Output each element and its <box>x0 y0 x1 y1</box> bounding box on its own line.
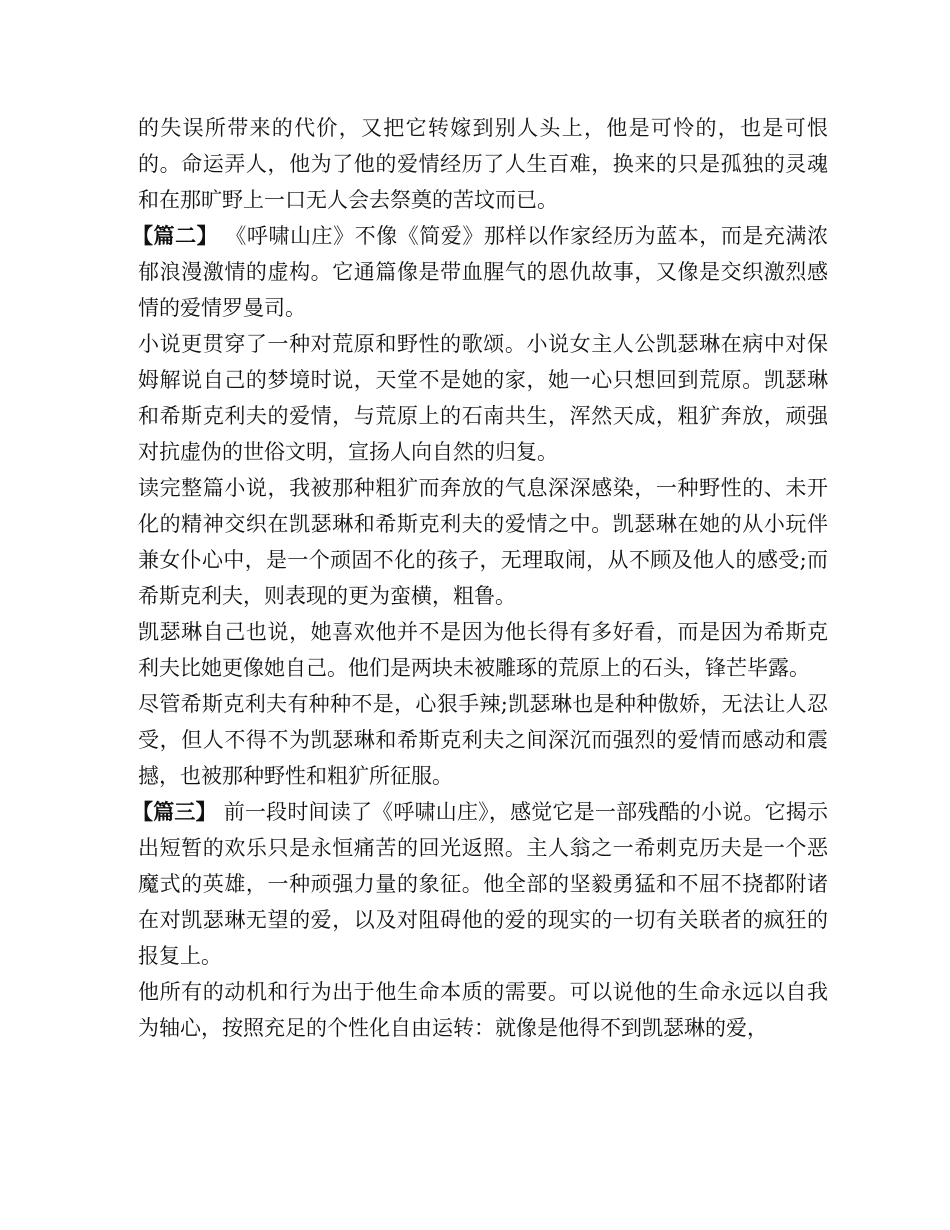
paragraph-2 <box>132 218 828 326</box>
section-tag-2: 【篇二】 <box>132 223 219 248</box>
paragraph-3 <box>138 326 828 470</box>
paragraph-4 <box>138 470 828 614</box>
paragraph-4-text: 读完整篇小说，我被那种粗犷而奔放的气息深深感染，一种野性的、未开化的精神交织在凯瑟琳和希斯克利夫的爱情之中。凯瑟琳在她的从小玩伴兼女仆心中，是一个顽固不化的孩子，无理取闹，从不顾及他人的感受;而希斯克利夫，则表现的更为蛮横，粗鲁。 <box>138 476 828 608</box>
paragraph-2-text: 《呼啸山庄》不像《简爱》那样以作家经历为蓝本，而是充满浓郁浪漫激情的虚构。它通篇像是带血腥气的恩仇故事，又像是交织激烈感情的爱情罗曼司。 <box>138 224 828 320</box>
paragraph-8-text: 他所有的动机和行为出于他生命本质的需要。可以说他的生命永远以自我为轴心，按照充足的个性化自由运转：就像是他得不到凯瑟琳的爱， <box>138 980 828 1040</box>
paragraph-6-text: 尽管希斯克利夫有种种不是，心狠手辣;凯瑟琳也是种种傲娇，无法让人忍受，但人不得不为凯瑟琳和希斯克利夫之间深沉而强烈的爱情而感动和震撼，也被那种野性和粗犷所征服。 <box>138 692 828 788</box>
paragraph-5-text: 凯瑟琳自己也说，她喜欢他并不是因为他长得有多好看，而是因为希斯克利夫比她更像她自己。他们是两块未被雕琢的荒原上的石头，锋芒毕露。 <box>138 620 828 680</box>
paragraph-3-text: 小说更贯穿了一种对荒原和野性的歌颂。小说女主人公凯瑟琳在病中对保姆解说自己的梦境时说，天堂不是她的家，她一心只想回到荒原。凯瑟琳和希斯克利夫的爱情，与荒原上的石南共生，浑然天成，粗犷奔放，顽强对抗虚伪的世俗文明，宣扬人向自然的归复。 <box>138 332 828 464</box>
paragraph-1-text: 的失误所带来的代价，又把它转嫁到别人头上，他是可怜的，也是可恨的。命运弄人，他为了他的爱情经历了人生百难，换来的只是孤独的灵魂和在那旷野上一口无人会去祭奠的苦坟而已。 <box>138 116 828 212</box>
paragraph-6 <box>138 686 828 794</box>
paragraph-8 <box>138 974 828 1046</box>
section-tag-3: 【篇三】 <box>132 799 217 824</box>
paragraph-1 <box>138 110 828 218</box>
paragraph-7 <box>132 794 828 974</box>
paragraph-7-text: 前一段时间读了《呼啸山庄》，感觉它是一部残酷的小说。它揭示出短暂的欢乐只是永恒痛苦的回光返照。主人翁之一希刺克历夫是一个恶魔式的英雄，一种顽强力量的象征。他全部的坚毅勇猛和不屈不挠都附诸在对凯瑟琳无望的爱，以及对阻碍他的爱的现实的一切有关联者的疯狂的报复上。 <box>138 800 828 968</box>
document-body <box>132 110 828 1046</box>
paragraph-5 <box>138 614 828 686</box>
